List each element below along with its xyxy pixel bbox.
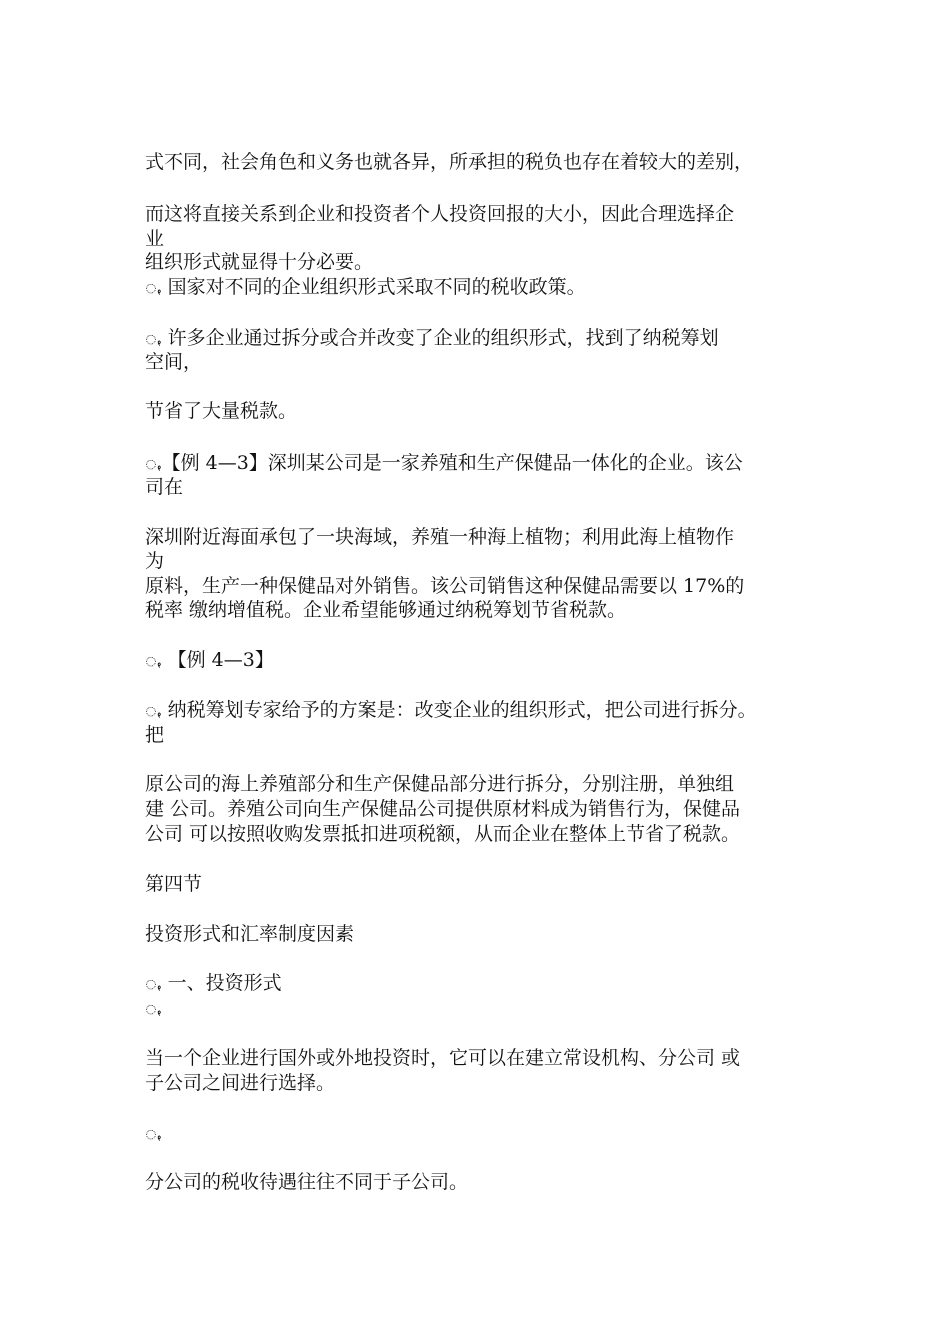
bullet-item: ꩻ 【例 4—3】: [145, 649, 274, 671]
text-line: 原公司的海上养殖部分和生产保健品部分进行拆分，分别注册，单独组: [145, 773, 735, 795]
text-line: 业: [145, 228, 165, 250]
text-line: 组织形式就显得十分必要。: [145, 251, 374, 273]
bullet-item: ꩻ 国家对不同的企业组织形式采取不同的税收政策。: [145, 276, 586, 298]
text-line: 而这将直接关系到企业和投资者个人投资回报的大小，因此合理选择企: [145, 203, 735, 225]
section-heading: 第四节: [145, 873, 203, 895]
bullet-item: ꩻ: [145, 1122, 162, 1144]
text-line: 税率 缴纳增值税。企业希望能够通过纳税筹划节省税款。: [145, 599, 627, 621]
text-line: 建 公司。养殖公司向生产保健品公司提供原材料成为销售行为，保健品: [145, 798, 741, 820]
text-line: 深圳附近海面承包了一块海域，养殖一种海上植物；利用此海上植物作: [145, 526, 735, 548]
bullet-item: ꩻ 一、投资形式: [145, 972, 282, 994]
text-line: 司在: [145, 476, 184, 498]
text-line: 当一个企业进行国外或外地投资时，它可以在建立常设机构、分公司 或: [145, 1047, 741, 1069]
bullet-item: ꩻ 许多企业通过拆分或合并改变了企业的组织形式，找到了纳税筹划: [145, 327, 719, 349]
document-page: [145, 0, 825, 1344]
text-line: 公司 可以按照收购发票抵扣进项税额，从而企业在整体上节省了税款。: [145, 823, 741, 845]
text-line: 分公司的税收待遇往往不同于子公司。: [145, 1171, 469, 1193]
section-title: 投资形式和汇率制度因素: [145, 923, 355, 945]
text-line: 空间，: [145, 351, 203, 373]
bullet-item: ꩻ【例 4—3】深圳某公司是一家养殖和生产保健品一体化的企业。该公: [145, 452, 743, 474]
text-line: 式不同，社会角色和义务也就各异，所承担的税负也存在着较大的差别，: [145, 151, 754, 173]
text-line: 节省了大量税款。: [145, 400, 298, 422]
text-line: 把: [145, 724, 165, 746]
bullet-item: ꩻ: [145, 997, 162, 1019]
text-line: 为: [145, 550, 165, 572]
bullet-item: ꩻ 纳税筹划专家给予的方案是：改变企业的组织形式，把公司进行拆分。: [145, 699, 757, 721]
text-line: 原料，生产一种保健品对外销售。该公司销售这种保健品需要以 17%的: [145, 575, 745, 597]
text-line: 子公司之间进行选择。: [145, 1072, 336, 1094]
